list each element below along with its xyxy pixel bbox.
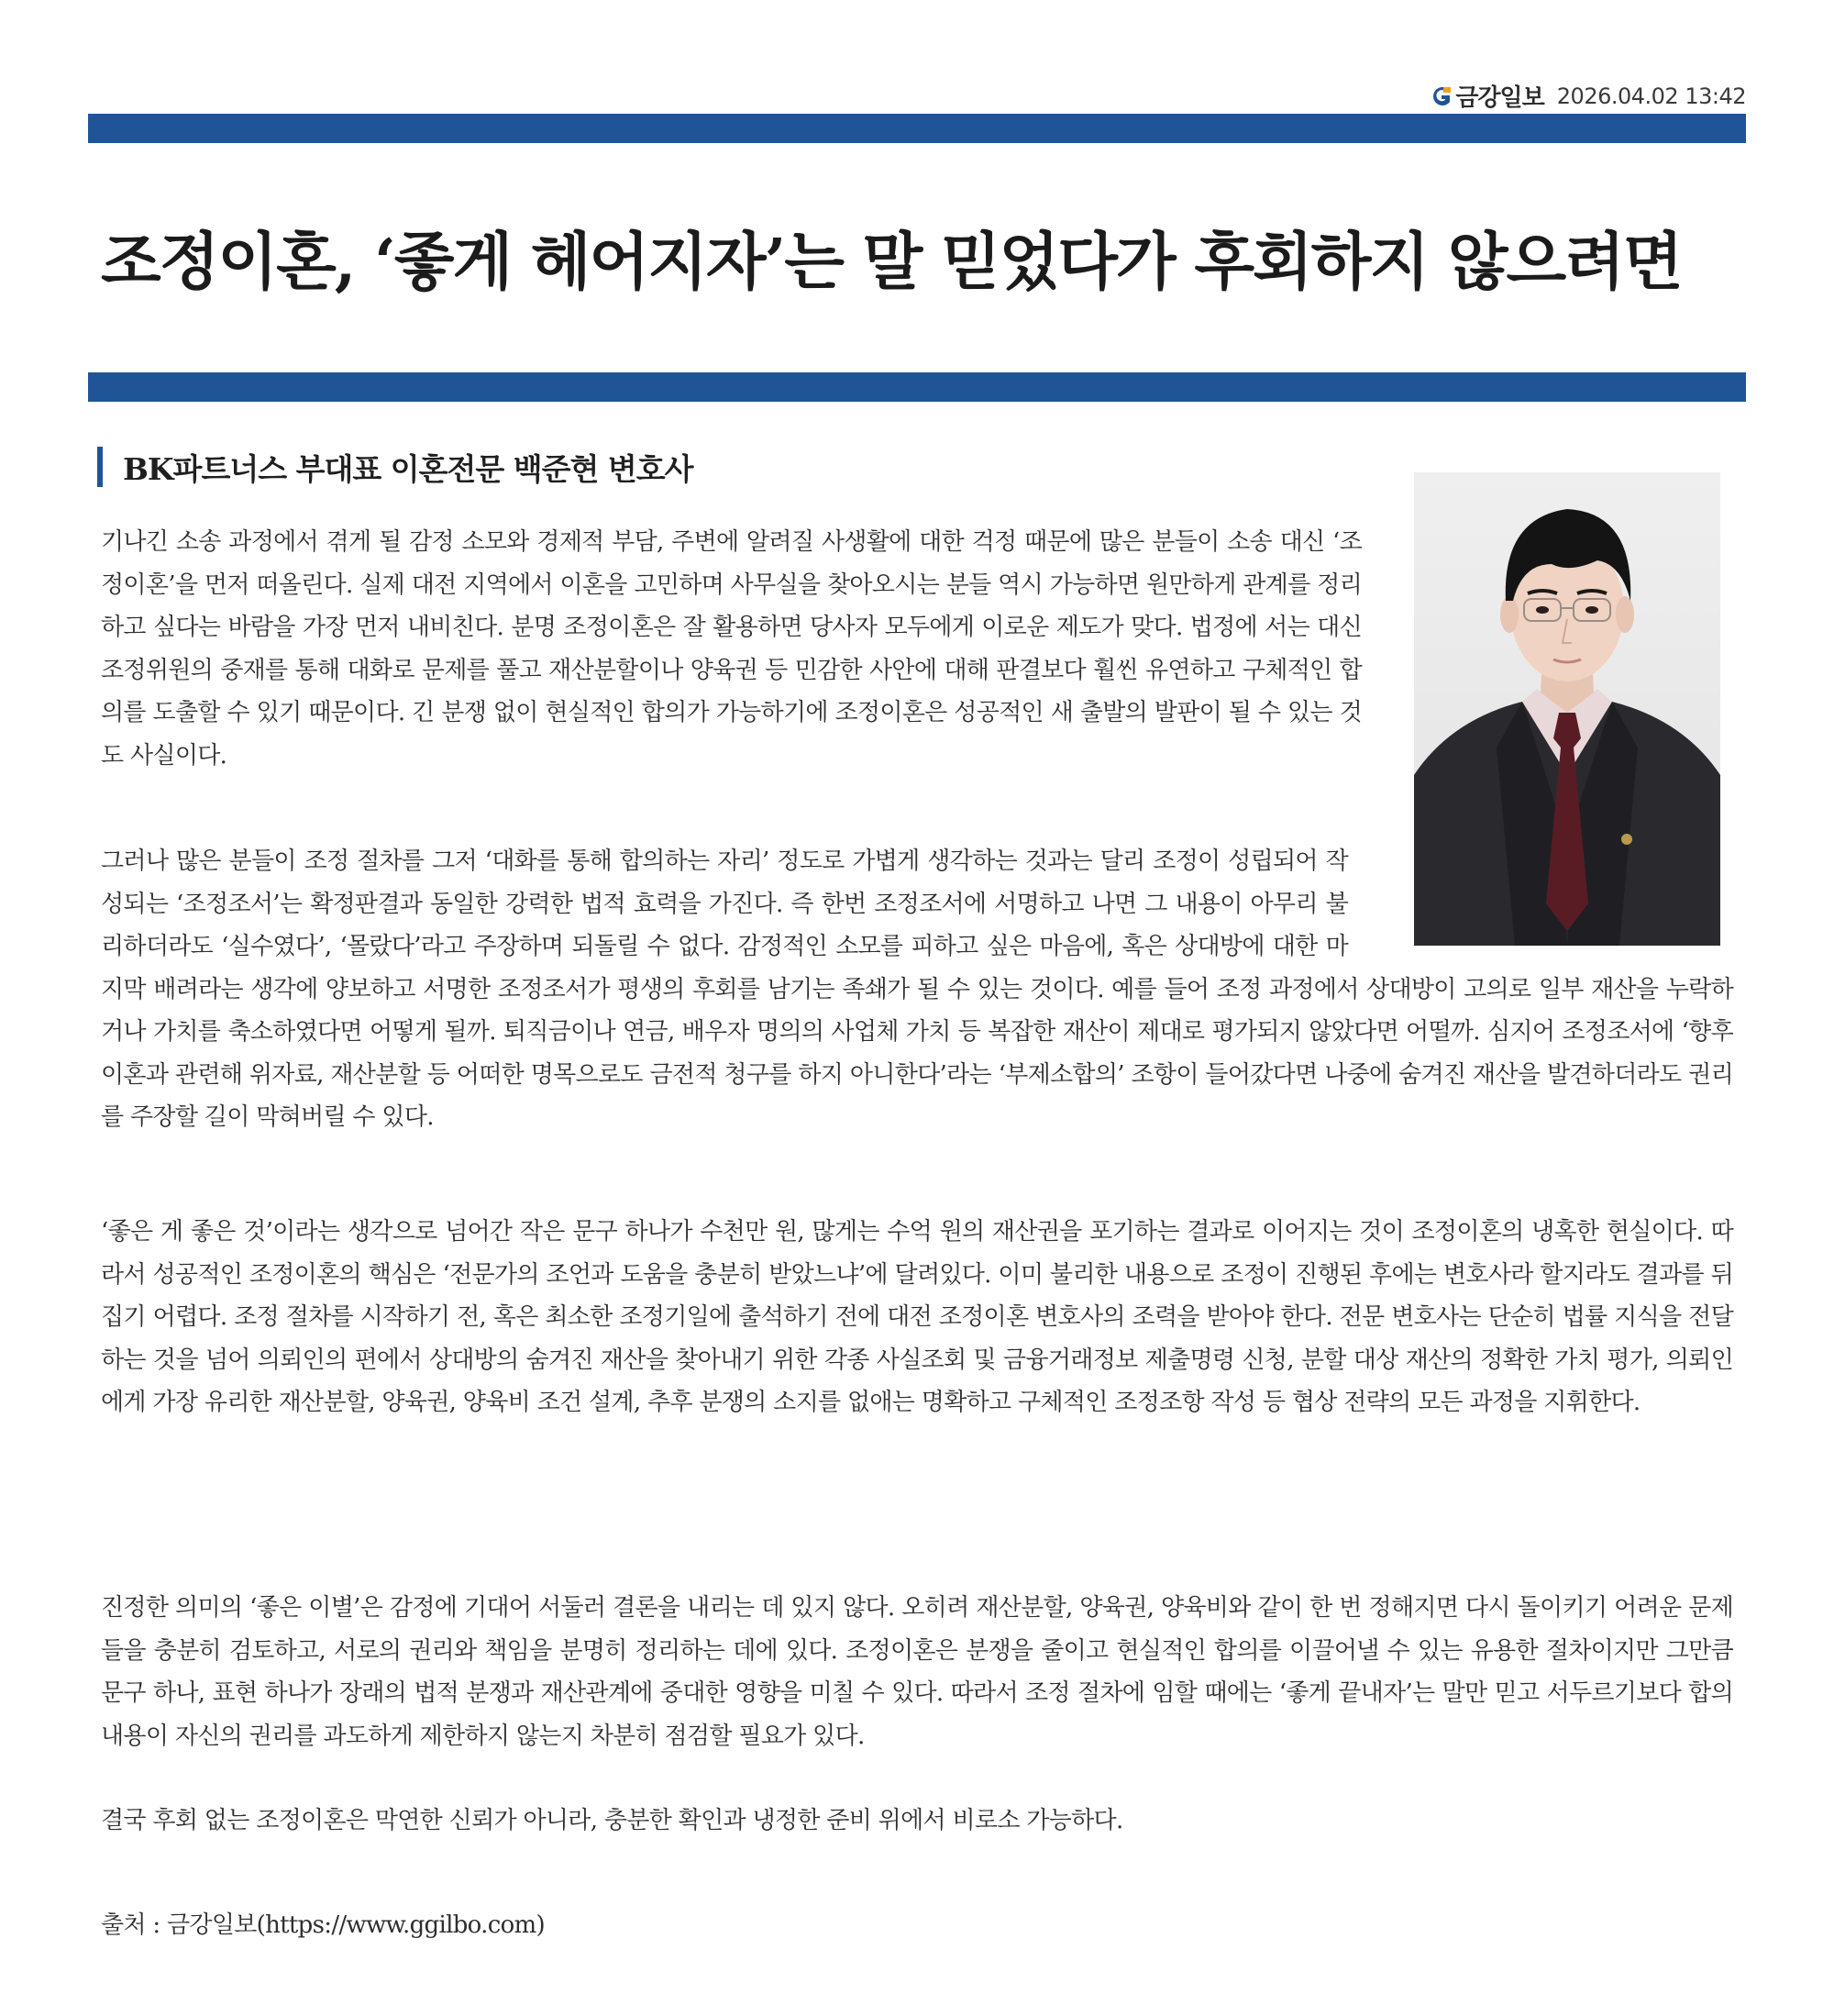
ggilbo-logo-icon	[1430, 85, 1452, 107]
article-paragraph-4: 진정한 의미의 ‘좋은 이별’은 감정에 기대어 서둘러 결론을 내리는 데 있지 않다. 오히려 재산분할, 양육권, 양육비와 같이 한 번 정해지면 다시 돌이키기 어려운 문제들을 충분히 검토하고, 서로의 권리와 책임을 분명히 정리하는 데에 있다. 조정이혼은 분쟁을 줄이고 현실적인 합의를 이끌어낼 수 있는 유용한 절차이지만 그만큼 문구 하나, 표현 하나가 장래의 법적 분쟁과 재산관계에 중대한 영향을 미칠 수 있다. 따라서 조정 절차에 임할 때에는 ‘좋게 끝내자’는 말만 믿고 서두르기보다 합의 내용이 자신의 권리를 과도하게 제한하지 않는지 차분히 점검할 필요가 있다.	[101, 1594, 1733, 1750]
article-paragraph-1: 기나긴 소송 과정에서 겪게 될 감정 소모와 경제적 부담, 주변에 알려질 사생활에 대한 걱정 때문에 많은 분들이 소송 대신 ‘조정이혼’을 먼저 떠올린다. 실제 대전 지역에서 이혼을 고민하며 사무실을 찾아오시는 분들 역시 가능하면 원만하게 관계를 정리하고 싶다는 바람을 가장 먼저 내비친다. 분명 조정이혼은 잘 활용하면 당사자 모두에게 이로운 제도가 맞다. 법정에 서는 대신 조정위원의 중재를 통해 대화로 문제를 풀고 재산분할이나 양육권 등 민감한 사안에 대해 판결보다 훨씬 유연하고 구체적인 합의를 도출할 수 있기 때문이다. 긴 분쟁 없이 현실적인 합의가 가능하기에 조정이혼은 성공적인 새 출발의 발판이 될 수 있는 것도 사실이다.	[101, 528, 1362, 770]
byline-text: BK파트너스 부대표 이혼전문 백준현 변호사	[123, 450, 693, 487]
masthead	[1430, 79, 1746, 113]
byline-accent-bar	[97, 447, 103, 487]
article-paragraph-2	[101, 840, 1733, 1139]
article-paragraph-5: 결국 후회 없는 조정이혼은 막연한 신뢰가 아니라, 충분한 확인과 냉정한 준비 위에서 비로소 가능하다.	[101, 1807, 1123, 1834]
byline	[97, 446, 692, 488]
header-rule-top	[88, 114, 1746, 143]
article-headline: 조정이혼, ‘좋게 헤어지자’는 말 믿었다가 후회하지 않으려면	[101, 226, 1682, 299]
publish-datetime: 2026.04.02 13:42	[1556, 83, 1746, 109]
logo-text: 금강일보	[1455, 84, 1544, 112]
article-paragraph-3: ‘좋은 게 좋은 것’이라는 생각으로 넘어간 작은 문구 하나가 수천만 원, 많게는 수억 원의 재산권을 포기하는 결과로 이어지는 것이 조정이혼의 냉혹한 현실이다. 따라서 성공적인 조정이혼의 핵심은 ‘전문가의 조언과 도움을 충분히 받았느냐’에 달려있다. 이미 불리한 내용으로 조정이 진행된 후에는 변호사라 할지라도 결과를 뒤집기 어렵다. 조정 절차를 시작하기 전, 혹은 최소한 조정기일에 출석하기 전에 대전 조정이혼 변호사의 조력을 받아야 한다. 전문 변호사는 단순히 법률 지식을 전달하는 것을 넘어 의뢰인의 편에서 상대방의 숨겨진 재산을 찾아내기 위한 각종 사실조회 및 금융거래정보 제출명령 신청, 분할 대상 재산의 정확한 가치 평가, 의뢰인에게 가장 유리한 재산분할, 양육권, 양육비 조건 설계, 추후 분쟁의 소지를 없애는 명확하고 구체적인 조정조항 작성 등 협상 전략의 모든 과정을 지휘한다.	[101, 1218, 1733, 1416]
article-source[interactable]: 출처 : 금강일보(https://www.ggilbo.com)	[101, 1911, 545, 1939]
header-rule-bottom	[88, 372, 1746, 402]
article-paragraph-2-text: 그러나 많은 분들이 조정 절차를 그저 ‘대화를 통해 합의하는 자리’ 정도로 가볍게 생각하는 것과는 달리 조정이 성립되어 작성되는 ‘조정조서’는 확정판결과 동일한 강력한 법적 효력을 가진다. 즉 한번 조정조서에 서명하고 나면 그 내용이 아무리 불리하더라도 ‘실수였다’, ‘몰랐다’라고 주장하며 되돌릴 수 없다. 감정적인 소모를 피하고 싶은 마음에, 혹은 상대방에 대한 마지막 배려라는 생각에 양보하고 서명한 조정조서가 평생의 후회를 남기는 족쇄가 될 수 있는 것이다. 예를 들어 조정 과정에서 상대방이 고의로 일부 재산을 누락하거나 가치를 축소하였다면 어떻게 될까. 퇴직금이나 연금, 배우자 명의의 사업체 가치 등 복잡한 재산이 제대로 평가되지 않았다면 어떨까. 심지어 조정조서에 ‘향후 이혼과 관련해 위자료, 재산분할 등 어떠한 명목으로도 금전적 청구를 하지 아니한다’라는 ‘부제소합의’ 조항이 들어갔다면 나중에 숨겨진 재산을 발견하더라도 권리를 주장할 길이 막혀버릴 수 있다.	[101, 847, 1733, 1131]
photo-wrap-spacer	[1348, 840, 1733, 967]
publication-logo[interactable]	[1430, 79, 1543, 113]
